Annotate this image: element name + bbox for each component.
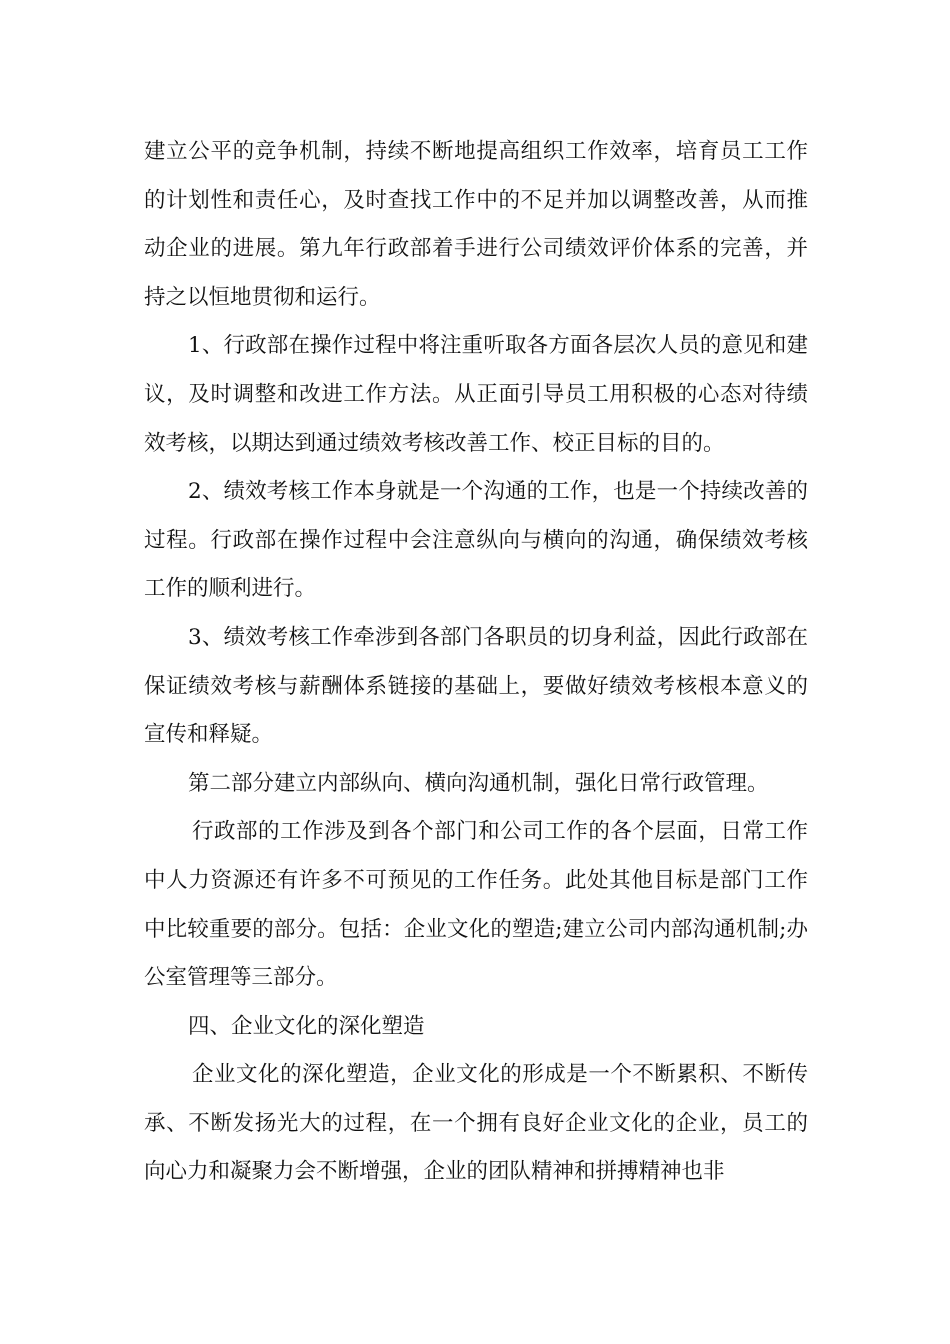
paragraph-performance-system: 建立公平的竞争机制，持续不断地提高组织工作效率，培育员工工作的计划性和责任心，及时查找工作中的不足并加以调整改善，从而推动企业的进展。第九年行政部着手进行公司绩效评价体系的完善，并持之以恒地贯彻和运行。 bbox=[144, 139, 808, 310]
document-body bbox=[144, 128, 808, 1197]
paragraph-admin-work: 行政部的工作涉及到各个部门和公司工作的各个层面，日常工作中人力资源还有许多不可预见的工作任务。此处其他目标是部门工作中比较重要的部分。包括：企业文化的塑造;建立公司内部沟通机制;办公室管理等三部分。 bbox=[144, 819, 808, 991]
paragraph-culture: 企业文化的深化塑造，企业文化的形成是一个不断累积、不断传承、不断发扬光大的过程，在一个拥有良好企业文化的企业，员工的向心力和凝聚力会不断增强，企业的团队精神和拼搏精神也非 bbox=[144, 1062, 808, 1185]
paragraph-item-3: 3、绩效考核工作牵涉到各部门各职员的切身利益，因此行政部在保证绩效考核与薪酬体系链接的基础上，要做好绩效考核根本意义的宣传和释疑。 bbox=[144, 624, 808, 748]
section-heading-part-two: 第二部分建立内部纵向、横向沟通机制，强化日常行政管理。 bbox=[188, 770, 769, 796]
paragraph-item-2: 2、绩效考核工作本身就是一个沟通的工作，也是一个持续改善的过程。行政部在操作过程中会注意纵向与横向的沟通，确保绩效考核工作的顺利进行。 bbox=[144, 479, 808, 602]
section-heading-culture: 四、企业文化的深化塑造 bbox=[188, 1013, 425, 1039]
paragraph-item-1: 1、行政部在操作过程中将注重听取各方面各层次人员的意见和建议，及时调整和改进工作方法。从正面引导员工用积极的心态对待绩效考核，以期达到通过绩效考核改善工作、校正目标的目的。 bbox=[144, 333, 808, 456]
